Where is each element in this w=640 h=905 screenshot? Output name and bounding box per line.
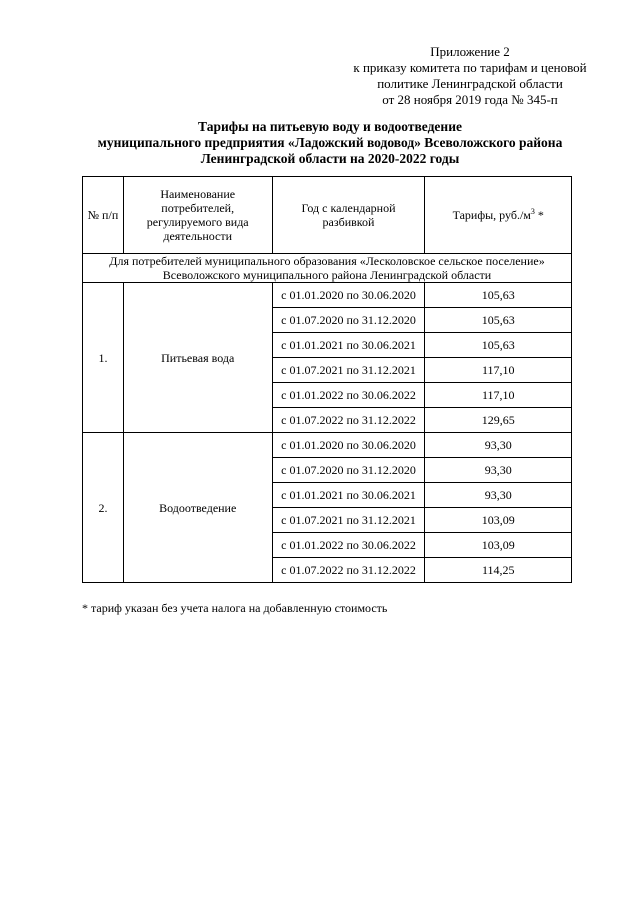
tariff-table bbox=[82, 176, 572, 583]
period-cell: с 01.07.2020 по 31.12.2020 bbox=[272, 308, 425, 333]
header-name: Наименование потребителей, регулируемого вида деятельности bbox=[123, 177, 272, 254]
header-tariff-sup: 3 bbox=[530, 207, 535, 216]
tariff-cell: 114,25 bbox=[425, 558, 572, 583]
group-label: Для потребителей муниципального образования «Лесколовское сельское поселение» Всеволожского муниципального района Ленинградской области bbox=[83, 254, 572, 283]
header-num: № п/п bbox=[83, 177, 124, 254]
period-cell: с 01.01.2020 по 30.06.2020 bbox=[272, 283, 425, 308]
header-period: Год с календарной разбивкой bbox=[272, 177, 425, 254]
document-title bbox=[90, 119, 570, 167]
header-tariff-label: Тарифы, руб./м bbox=[452, 208, 531, 222]
group-row bbox=[83, 254, 572, 283]
table-row bbox=[83, 433, 572, 458]
table-header-row bbox=[83, 177, 572, 254]
appendix-line: политике Ленинградской области bbox=[377, 76, 563, 91]
tariff-cell: 103,09 bbox=[425, 508, 572, 533]
appendix-line: Приложение 2 bbox=[430, 44, 510, 59]
table-row bbox=[83, 283, 572, 308]
header-tariff bbox=[425, 177, 572, 254]
tariff-cell: 93,30 bbox=[425, 458, 572, 483]
tariff-cell: 117,10 bbox=[425, 383, 572, 408]
appendix-line: от 28 ноября 2019 года № 345-п bbox=[382, 92, 558, 107]
period-cell: с 01.01.2020 по 30.06.2020 bbox=[272, 433, 425, 458]
period-cell: с 01.07.2021 по 31.12.2021 bbox=[272, 358, 425, 383]
period-cell: с 01.07.2022 по 31.12.2022 bbox=[272, 558, 425, 583]
header-tariff-asterisk: * bbox=[534, 208, 544, 222]
appendix-reference bbox=[340, 44, 600, 108]
tariff-cell: 105,63 bbox=[425, 283, 572, 308]
appendix-line: к приказу комитета по тарифам и ценовой bbox=[353, 60, 587, 75]
period-cell: с 01.07.2021 по 31.12.2021 bbox=[272, 508, 425, 533]
tariff-cell: 103,09 bbox=[425, 533, 572, 558]
tariff-cell: 117,10 bbox=[425, 358, 572, 383]
period-cell: с 01.07.2020 по 31.12.2020 bbox=[272, 458, 425, 483]
row-number: 2. bbox=[83, 433, 124, 583]
title-line: Тарифы на питьевую воду и водоотведение bbox=[198, 119, 462, 134]
service-name: Питьевая вода bbox=[123, 283, 272, 433]
tariff-cell: 105,63 bbox=[425, 333, 572, 358]
footnote: * тариф указан без учета налога на добавленную стоимость bbox=[82, 601, 388, 615]
period-cell: с 01.01.2021 по 30.06.2021 bbox=[272, 483, 425, 508]
service-name: Водоотведение bbox=[123, 433, 272, 583]
tariff-cell: 105,63 bbox=[425, 308, 572, 333]
title-line: муниципального предприятия «Ладожский водовод» Всеволожского района bbox=[97, 135, 563, 150]
period-cell: с 01.07.2022 по 31.12.2022 bbox=[272, 408, 425, 433]
period-cell: с 01.01.2022 по 30.06.2022 bbox=[272, 533, 425, 558]
tariff-cell: 129,65 bbox=[425, 408, 572, 433]
tariff-cell: 93,30 bbox=[425, 483, 572, 508]
period-cell: с 01.01.2021 по 30.06.2021 bbox=[272, 333, 425, 358]
row-number: 1. bbox=[83, 283, 124, 433]
title-line: Ленинградской области на 2020-2022 годы bbox=[200, 151, 460, 166]
period-cell: с 01.01.2022 по 30.06.2022 bbox=[272, 383, 425, 408]
tariff-cell: 93,30 bbox=[425, 433, 572, 458]
